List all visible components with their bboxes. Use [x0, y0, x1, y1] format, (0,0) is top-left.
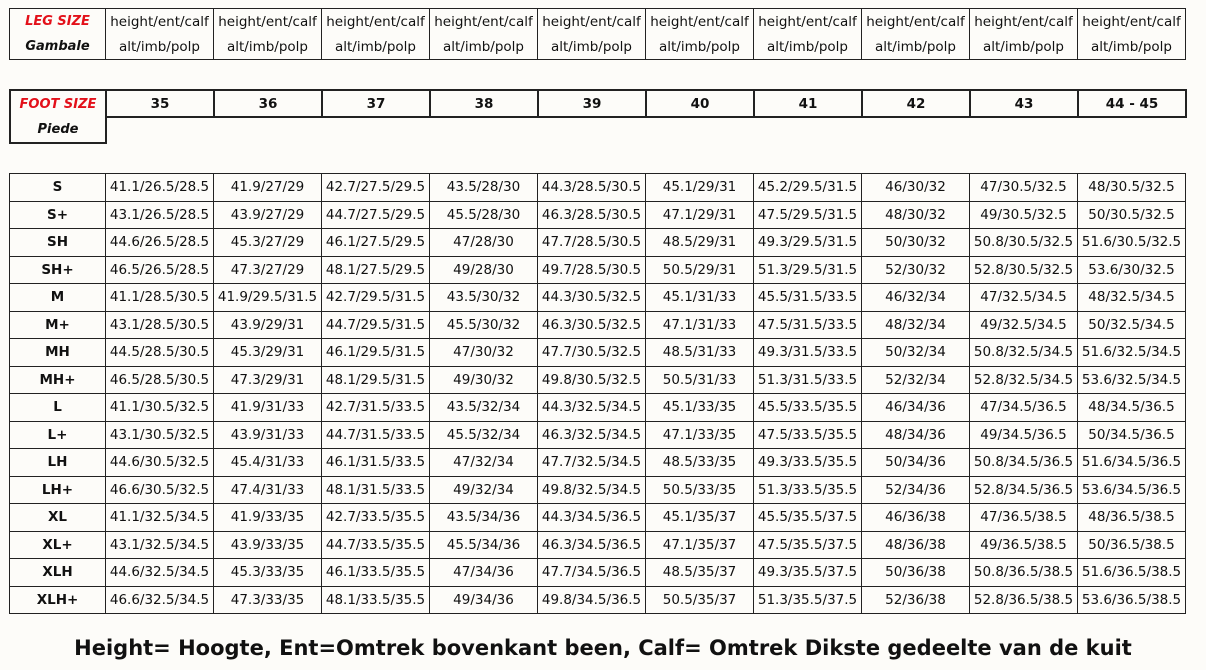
measurement-cell: 41.9/27/29 [214, 174, 322, 202]
leg-size-header-table [9, 8, 1186, 60]
measurement-cell: 50.5/31/33 [646, 366, 754, 394]
table-row [10, 339, 1186, 367]
measurement-cell: 45.5/28/30 [430, 201, 538, 229]
measurement-cell: 48.5/35/37 [646, 559, 754, 587]
measure-label-it: alt/imb/polp [646, 34, 754, 60]
table-row [10, 366, 1186, 394]
measurement-cell: 50.5/33/35 [646, 476, 754, 504]
measure-label: height/ent/calf [214, 9, 322, 35]
measurement-cell: 49.3/35.5/37.5 [754, 559, 862, 587]
measurement-cell: 48.1/27.5/29.5 [322, 256, 430, 284]
measurement-cell: 49/30/32 [430, 366, 538, 394]
empty-cell [322, 117, 430, 143]
measurement-cell: 45.5/31.5/33.5 [754, 284, 862, 312]
measurement-cell: 52/30/32 [862, 256, 970, 284]
measurement-cell: 51.6/30.5/32.5 [1078, 229, 1186, 257]
piede-row [10, 117, 1186, 143]
measurement-cell: 46.1/29.5/31.5 [322, 339, 430, 367]
foot-size-cell: 44 - 45 [1078, 90, 1186, 117]
measurement-cell: 46.1/27.5/29.5 [322, 229, 430, 257]
measurement-cell: 49.3/33.5/35.5 [754, 449, 862, 477]
empty-cell [538, 117, 646, 143]
leg-size-cell: S+ [10, 201, 106, 229]
measurement-cell: 51.3/31.5/33.5 [754, 366, 862, 394]
measurement-cell: 44.3/30.5/32.5 [538, 284, 646, 312]
leg-size-cell: S [10, 174, 106, 202]
measurement-cell: 50.8/34.5/36.5 [970, 449, 1078, 477]
measurement-cell: 43.1/32.5/34.5 [106, 531, 214, 559]
measurement-cell: 41.9/33/35 [214, 504, 322, 532]
measure-label: height/ent/calf [322, 9, 430, 35]
measure-label-it: alt/imb/polp [970, 34, 1078, 60]
measurement-cell: 47.7/30.5/32.5 [538, 339, 646, 367]
measurement-cell: 50.8/32.5/34.5 [970, 339, 1078, 367]
measurement-cell: 49/34/36 [430, 586, 538, 614]
measure-label-it: alt/imb/polp [538, 34, 646, 60]
measurement-cell: 49/32.5/34.5 [970, 311, 1078, 339]
table-row [10, 174, 1186, 202]
measurement-cell: 51.3/33.5/35.5 [754, 476, 862, 504]
measurement-cell: 52/36/38 [862, 586, 970, 614]
measurement-cell: 44.7/29.5/31.5 [322, 311, 430, 339]
table-row [10, 394, 1186, 422]
measurement-cell: 46.1/33.5/35.5 [322, 559, 430, 587]
measure-label-it: alt/imb/polp [862, 34, 970, 60]
measurement-cell: 43.1/28.5/30.5 [106, 311, 214, 339]
foot-size-cell: 42 [862, 90, 970, 117]
measurement-cell: 42.7/27.5/29.5 [322, 174, 430, 202]
measurement-cell: 50.8/30.5/32.5 [970, 229, 1078, 257]
measurement-cell: 49/30.5/32.5 [970, 201, 1078, 229]
measurement-cell: 45.1/33/35 [646, 394, 754, 422]
empty-cell [754, 117, 862, 143]
measure-label-it: alt/imb/polp [214, 34, 322, 60]
measurement-cell: 53.6/36.5/38.5 [1078, 586, 1186, 614]
measurement-cell: 49.8/30.5/32.5 [538, 366, 646, 394]
measure-label: height/ent/calf [1078, 9, 1186, 35]
measurement-cell: 50/36/38 [862, 559, 970, 587]
measurement-cell: 48.5/31/33 [646, 339, 754, 367]
leg-size-cell: XL+ [10, 531, 106, 559]
measurement-cell: 50/34/36 [862, 449, 970, 477]
measurement-cell: 47/32.5/34.5 [970, 284, 1078, 312]
measurement-cell: 52.8/30.5/32.5 [970, 256, 1078, 284]
measurement-cell: 45.5/35.5/37.5 [754, 504, 862, 532]
measurement-cell: 48.1/33.5/35.5 [322, 586, 430, 614]
empty-cell [862, 117, 970, 143]
measurement-cell: 48/32/34 [862, 311, 970, 339]
foot-size-cell: 43 [970, 90, 1078, 117]
measurement-cell: 44.3/32.5/34.5 [538, 394, 646, 422]
table-row [10, 421, 1186, 449]
measurement-cell: 45.5/33.5/35.5 [754, 394, 862, 422]
measure-label: height/ent/calf [538, 9, 646, 35]
measurement-cell: 48/34/36 [862, 421, 970, 449]
measurement-cell: 47.5/31.5/33.5 [754, 311, 862, 339]
measurement-cell: 50/30.5/32.5 [1078, 201, 1186, 229]
measurement-cell: 46.3/30.5/32.5 [538, 311, 646, 339]
measure-label-it: alt/imb/polp [754, 34, 862, 60]
measurement-cell: 41.9/31/33 [214, 394, 322, 422]
foot-size-cell: 39 [538, 90, 646, 117]
measurement-cell: 49.3/31.5/33.5 [754, 339, 862, 367]
measurement-cell: 51.3/29.5/31.5 [754, 256, 862, 284]
leg-size-cell: XLH [10, 559, 106, 587]
table-row [10, 229, 1186, 257]
measurement-cell: 43.5/30/32 [430, 284, 538, 312]
measurement-cell: 47/30.5/32.5 [970, 174, 1078, 202]
measurement-cell: 49/28/30 [430, 256, 538, 284]
foot-size-row [10, 90, 1186, 117]
measurement-cell: 41.1/30.5/32.5 [106, 394, 214, 422]
measurement-cell: 47.3/27/29 [214, 256, 322, 284]
measurement-cell: 52.8/32.5/34.5 [970, 366, 1078, 394]
table-row [10, 201, 1186, 229]
measurement-cell: 50/36.5/38.5 [1078, 531, 1186, 559]
empty-cell [430, 117, 538, 143]
measurement-cell: 46.1/31.5/33.5 [322, 449, 430, 477]
measurement-cell: 45.4/31/33 [214, 449, 322, 477]
measurement-cell: 44.7/33.5/35.5 [322, 531, 430, 559]
measurement-cell: 46.6/30.5/32.5 [106, 476, 214, 504]
measurement-cell: 52.8/34.5/36.5 [970, 476, 1078, 504]
measurement-cell: 48/36.5/38.5 [1078, 504, 1186, 532]
table-row [10, 531, 1186, 559]
measure-label-it: alt/imb/polp [1078, 34, 1186, 60]
leg-size-cell: LH [10, 449, 106, 477]
leg-size-cell: LH+ [10, 476, 106, 504]
measure-label: height/ent/calf [754, 9, 862, 35]
size-chart-table [9, 173, 1186, 614]
leg-size-cell: SH+ [10, 256, 106, 284]
measurement-cell: 45.3/27/29 [214, 229, 322, 257]
measurement-cell: 49.7/28.5/30.5 [538, 256, 646, 284]
leg-size-cell: M [10, 284, 106, 312]
measurement-cell: 50/30/32 [862, 229, 970, 257]
measurement-cell: 44.3/34.5/36.5 [538, 504, 646, 532]
leg-size-cell: M+ [10, 311, 106, 339]
foot-size-cell: 40 [646, 90, 754, 117]
measurement-cell: 47.1/29/31 [646, 201, 754, 229]
measurement-cell: 47.5/29.5/31.5 [754, 201, 862, 229]
measurement-cell: 52/32/34 [862, 366, 970, 394]
foot-size-cell: 36 [214, 90, 322, 117]
measure-label: height/ent/calf [430, 9, 538, 35]
foot-size-cell: 35 [106, 90, 214, 117]
leg-size-row-1 [10, 9, 1186, 35]
measurement-cell: 48/32.5/34.5 [1078, 284, 1186, 312]
measurement-cell: 48/30/32 [862, 201, 970, 229]
table-row [10, 449, 1186, 477]
leg-size-cell: SH [10, 229, 106, 257]
measurement-cell: 47.3/33/35 [214, 586, 322, 614]
measurement-cell: 43.5/34/36 [430, 504, 538, 532]
measurement-cell: 44.6/26.5/28.5 [106, 229, 214, 257]
measurement-cell: 48.5/29/31 [646, 229, 754, 257]
measurement-cell: 50/32/34 [862, 339, 970, 367]
measurement-cell: 45.3/29/31 [214, 339, 322, 367]
table-row [10, 256, 1186, 284]
measurement-cell: 47/30/32 [430, 339, 538, 367]
measurement-cell: 52/34/36 [862, 476, 970, 504]
measurement-cell: 44.7/31.5/33.5 [322, 421, 430, 449]
measurement-cell: 43.9/27/29 [214, 201, 322, 229]
measurement-cell: 45.1/29/31 [646, 174, 754, 202]
measurement-cell: 43.5/32/34 [430, 394, 538, 422]
measurement-cell: 46/34/36 [862, 394, 970, 422]
measurement-cell: 41.1/26.5/28.5 [106, 174, 214, 202]
leg-size-cell: MH [10, 339, 106, 367]
measurement-cell: 47.3/29/31 [214, 366, 322, 394]
table-row [10, 504, 1186, 532]
measurement-cell: 49.3/29.5/31.5 [754, 229, 862, 257]
measure-label: height/ent/calf [106, 9, 214, 35]
measurement-cell: 45.1/31/33 [646, 284, 754, 312]
measurement-cell: 51.6/34.5/36.5 [1078, 449, 1186, 477]
measurement-cell: 43.9/31/33 [214, 421, 322, 449]
measurement-cell: 43.5/28/30 [430, 174, 538, 202]
leg-size-label: LEG SIZE [10, 9, 106, 35]
measurement-cell: 44.6/30.5/32.5 [106, 449, 214, 477]
leg-size-cell: L [10, 394, 106, 422]
measurement-cell: 48.1/31.5/33.5 [322, 476, 430, 504]
measurement-cell: 47.5/33.5/35.5 [754, 421, 862, 449]
measurement-cell: 53.6/34.5/36.5 [1078, 476, 1186, 504]
table-row [10, 559, 1186, 587]
measure-label-it: alt/imb/polp [106, 34, 214, 60]
measurement-cell: 47.5/35.5/37.5 [754, 531, 862, 559]
measurement-cell: 45.3/33/35 [214, 559, 322, 587]
measurement-cell: 46/36/38 [862, 504, 970, 532]
legend-footnote: Height= Hoogte, Ent=Omtrek bovenkant been, Calf= Omtrek Dikste gedeelte van de kuit [74, 636, 1132, 660]
measurement-cell: 42.7/29.5/31.5 [322, 284, 430, 312]
empty-cell [646, 117, 754, 143]
measurement-cell: 51.6/32.5/34.5 [1078, 339, 1186, 367]
foot-size-label: FOOT SIZE [10, 90, 106, 117]
measurement-cell: 48.1/29.5/31.5 [322, 366, 430, 394]
measurement-cell: 45.5/34/36 [430, 531, 538, 559]
measurement-cell: 48/36/38 [862, 531, 970, 559]
piede-label: Piede [10, 117, 106, 143]
measurement-cell: 47/28/30 [430, 229, 538, 257]
measurement-cell: 46.6/32.5/34.5 [106, 586, 214, 614]
measurement-cell: 47.4/31/33 [214, 476, 322, 504]
foot-size-cell: 37 [322, 90, 430, 117]
measurement-cell: 49/36.5/38.5 [970, 531, 1078, 559]
measurement-cell: 47.1/35/37 [646, 531, 754, 559]
measurement-cell: 47/36.5/38.5 [970, 504, 1078, 532]
measurement-cell: 46.3/34.5/36.5 [538, 531, 646, 559]
measurement-cell: 49/34.5/36.5 [970, 421, 1078, 449]
measurement-cell: 45.2/29.5/31.5 [754, 174, 862, 202]
measurement-cell: 44.3/28.5/30.5 [538, 174, 646, 202]
measurement-cell: 42.7/31.5/33.5 [322, 394, 430, 422]
measurement-cell: 46/32/34 [862, 284, 970, 312]
measurement-cell: 48.5/33/35 [646, 449, 754, 477]
leg-size-cell: XLH+ [10, 586, 106, 614]
measurement-cell: 49/32/34 [430, 476, 538, 504]
table-row [10, 476, 1186, 504]
measurement-cell: 44.6/32.5/34.5 [106, 559, 214, 587]
leg-size-cell: MH+ [10, 366, 106, 394]
measurement-cell: 50/34.5/36.5 [1078, 421, 1186, 449]
empty-cell [970, 117, 1078, 143]
measurement-cell: 53.6/32.5/34.5 [1078, 366, 1186, 394]
measurement-cell: 42.7/33.5/35.5 [322, 504, 430, 532]
empty-cell [214, 117, 322, 143]
leg-size-cell: L+ [10, 421, 106, 449]
measurement-cell: 46.5/28.5/30.5 [106, 366, 214, 394]
measurement-cell: 49.8/34.5/36.5 [538, 586, 646, 614]
measurement-cell: 47.7/32.5/34.5 [538, 449, 646, 477]
measurement-cell: 52.8/36.5/38.5 [970, 586, 1078, 614]
measurement-cell: 53.6/30/32.5 [1078, 256, 1186, 284]
measurement-cell: 43.9/33/35 [214, 531, 322, 559]
empty-cell [1078, 117, 1186, 143]
table-row [10, 586, 1186, 614]
measurement-cell: 45.1/35/37 [646, 504, 754, 532]
foot-size-header-table [9, 89, 1187, 144]
measurement-cell: 47/34.5/36.5 [970, 394, 1078, 422]
measurement-cell: 46/30/32 [862, 174, 970, 202]
measurement-cell: 47.7/28.5/30.5 [538, 229, 646, 257]
table-row [10, 311, 1186, 339]
measurement-cell: 50/32.5/34.5 [1078, 311, 1186, 339]
measurement-cell: 47.7/34.5/36.5 [538, 559, 646, 587]
gambale-label: Gambale [10, 34, 106, 60]
empty-cell [106, 117, 214, 143]
measure-label-it: alt/imb/polp [430, 34, 538, 60]
measurement-cell: 48/30.5/32.5 [1078, 174, 1186, 202]
leg-size-row-2 [10, 34, 1186, 60]
measurement-cell: 41.1/28.5/30.5 [106, 284, 214, 312]
measurement-cell: 50.5/35/37 [646, 586, 754, 614]
measurement-cell: 44.5/28.5/30.5 [106, 339, 214, 367]
measure-label-it: alt/imb/polp [322, 34, 430, 60]
measurement-cell: 50.5/29/31 [646, 256, 754, 284]
foot-size-cell: 41 [754, 90, 862, 117]
leg-size-cell: XL [10, 504, 106, 532]
measurement-cell: 43.1/30.5/32.5 [106, 421, 214, 449]
measurement-cell: 46.5/26.5/28.5 [106, 256, 214, 284]
measurement-cell: 47.1/31/33 [646, 311, 754, 339]
measurement-cell: 43.9/29/31 [214, 311, 322, 339]
measure-label: height/ent/calf [970, 9, 1078, 35]
measurement-cell: 48/34.5/36.5 [1078, 394, 1186, 422]
measure-label: height/ent/calf [646, 9, 754, 35]
measurement-cell: 46.3/32.5/34.5 [538, 421, 646, 449]
measurement-cell: 49.8/32.5/34.5 [538, 476, 646, 504]
measurement-cell: 47/34/36 [430, 559, 538, 587]
measurement-cell: 41.1/32.5/34.5 [106, 504, 214, 532]
measurement-cell: 51.6/36.5/38.5 [1078, 559, 1186, 587]
measurement-cell: 41.9/29.5/31.5 [214, 284, 322, 312]
table-row [10, 284, 1186, 312]
measurement-cell: 43.1/26.5/28.5 [106, 201, 214, 229]
measurement-cell: 45.5/32/34 [430, 421, 538, 449]
measurement-cell: 44.7/27.5/29.5 [322, 201, 430, 229]
measure-label: height/ent/calf [862, 9, 970, 35]
foot-size-cell: 38 [430, 90, 538, 117]
measurement-cell: 50.8/36.5/38.5 [970, 559, 1078, 587]
measurement-cell: 45.5/30/32 [430, 311, 538, 339]
measurement-cell: 46.3/28.5/30.5 [538, 201, 646, 229]
measurement-cell: 51.3/35.5/37.5 [754, 586, 862, 614]
measurement-cell: 47/32/34 [430, 449, 538, 477]
measurement-cell: 47.1/33/35 [646, 421, 754, 449]
